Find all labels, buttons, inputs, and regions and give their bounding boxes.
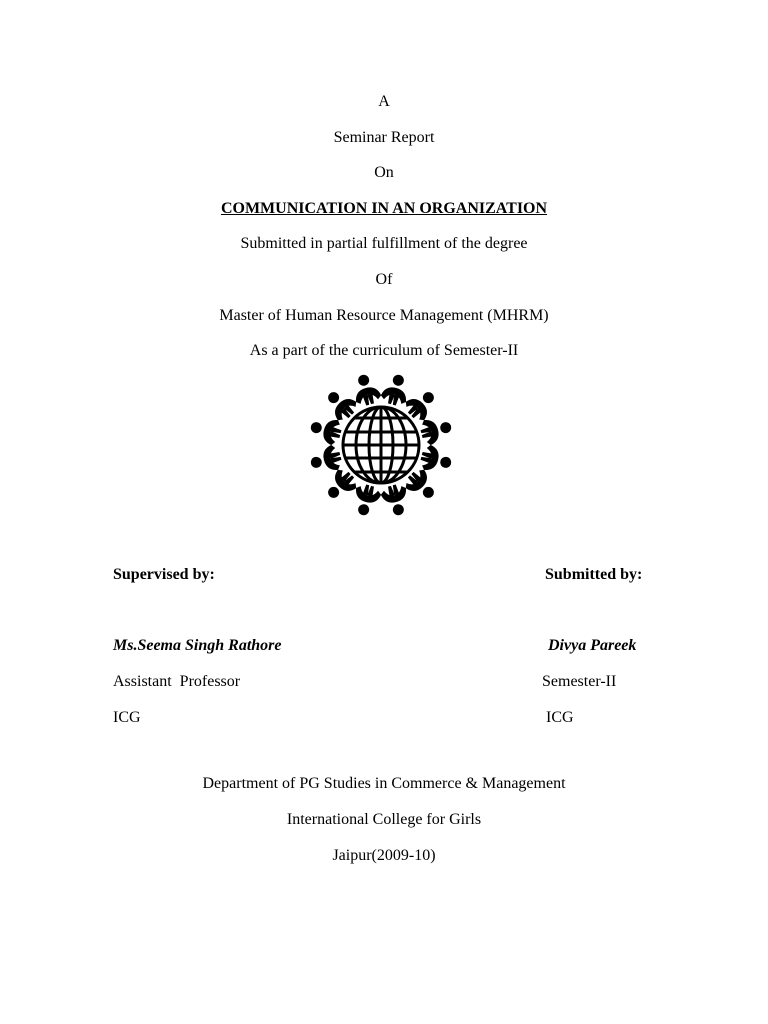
- report-type: Seminar Report: [333, 129, 435, 146]
- supervisor-heading: Supervised by:: [113, 566, 215, 583]
- supervisor-designation: Assistant Professor: [113, 673, 241, 690]
- of-label: Of: [375, 271, 393, 288]
- submitter-semester: Semester-II: [542, 673, 617, 690]
- report-title: COMMUNICATION IN AN ORGANIZATION: [220, 200, 548, 217]
- supervisor-name: Ms.Seema Singh Rathore: [113, 637, 282, 654]
- department-name: Department of PG Studies in Commerce & Management: [202, 775, 566, 792]
- place-year: Jaipur(2009-10): [332, 847, 436, 864]
- article-a: A: [378, 93, 390, 110]
- submitter-heading: Submitted by:: [545, 566, 643, 583]
- college-name: International College for Girls: [286, 811, 482, 828]
- curriculum-note: As a part of the curriculum of Semester-II: [249, 342, 519, 359]
- college-emblem-icon: [303, 372, 459, 518]
- on-label: On: [374, 164, 394, 181]
- degree-name: Master of Human Resource Management (MHRM): [219, 307, 549, 324]
- submitter-name: Divya Pareek: [548, 637, 637, 654]
- supervisor-institution: ICG: [113, 709, 141, 726]
- submission-note: Submitted in partial fulfillment of the degree: [240, 235, 528, 252]
- submitter-institution: ICG: [546, 709, 574, 726]
